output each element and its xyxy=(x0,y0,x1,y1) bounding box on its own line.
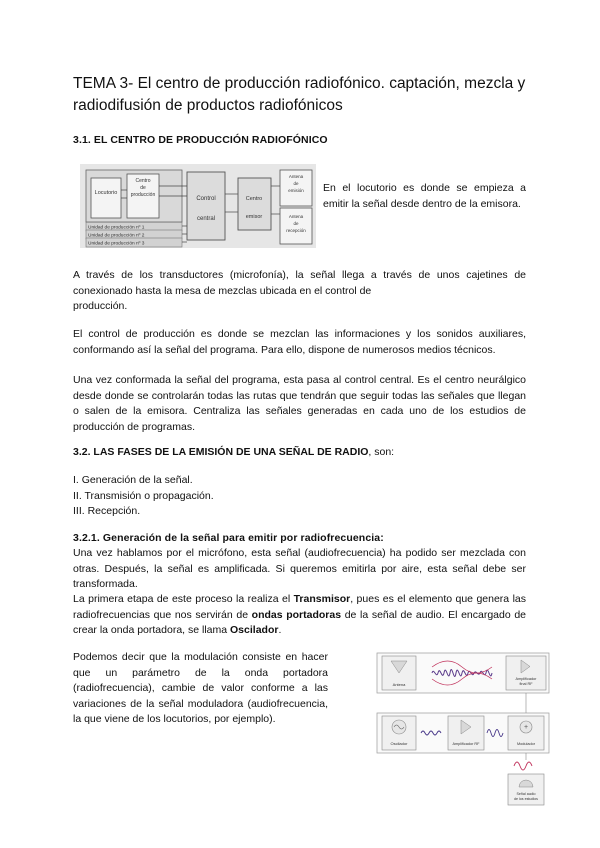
text-span: La primera etapa de este proceso la realiza el xyxy=(73,593,294,605)
svg-text:+: + xyxy=(523,724,529,731)
antena-recepcion-label-2: de xyxy=(293,221,299,226)
centro-emisor-label-1: Centro xyxy=(245,196,263,202)
amplificador-rf-label: Amplificador RF xyxy=(452,742,480,746)
term-ondas-portadoras: ondas portadoras xyxy=(251,608,342,621)
paragraph-transmisor xyxy=(73,592,526,639)
control-central-label-2: central xyxy=(196,216,216,222)
list-item: II. Transmisión o propagación. xyxy=(73,489,214,502)
section-heading-3-2-bold: 3.2. LAS FASES DE LA EMISIÓN DE UNA SEÑAL DE RADIO xyxy=(73,446,369,458)
text-span: de la señal de audio. El encargado de crear la onda portadora, se llama xyxy=(73,608,527,636)
locutorio-description: En el locutorio es donde se empieza a emitir la señal desde dentro de la emisora. xyxy=(323,182,526,210)
paragraph-control-produccion: El control de producción es donde se mezclan las informaciones y los sonidos auxiliares, conformando así la señal del programa. Para ello, dispone de numerosos medios técnicos. xyxy=(73,328,526,356)
term-oscilador: Oscilador xyxy=(230,624,279,636)
paragraph-transductores-end: producción. xyxy=(73,300,128,312)
antena-recepcion-label-3: recepción xyxy=(286,228,306,233)
senal-audio-label-1: Señal audio xyxy=(516,792,536,796)
modulation-diagram xyxy=(376,647,550,806)
antena-label: Antena xyxy=(392,682,406,687)
list-item: I. Generación de la señal. xyxy=(73,474,193,486)
control-central-label-1: Control xyxy=(196,196,216,202)
paragraph-audiofrecuencia: Una vez hablamos por el micrófono, esta señal (audiofrecuencia) ha podido ser mezclada con otras. Después, la señal es amplificada. Si queremos emitirla por aire, esta señal debe ser transformada. xyxy=(73,547,526,590)
paragraph-control-central: Una vez conformada la señal del programa, esta pasa al control central. Es el centro neurálgico desde donde se controlarán todas las rutas que tendrán que seguir todas las señales que llegan o salen de la emisora. Centraliza las señales generadas en cada uno de los estudios de producción de programas. xyxy=(73,374,526,433)
antena-emision-label-1: Antena xyxy=(288,174,304,179)
text-span: . xyxy=(278,624,282,636)
antena-recepcion-label-1: Antena xyxy=(288,214,304,219)
senal-audio-label-2: de los estudios xyxy=(514,797,538,801)
text-span: , pues es el elemento que genera las radiofrecuencias que nos servirán de xyxy=(73,593,526,621)
unidad-produccion-3-label: Unidad de producción nº 3 xyxy=(88,241,145,247)
section-heading-3-1: 3.1. EL CENTRO DE PRODUCCIÓN RADIOFÓNICO xyxy=(73,134,328,146)
modulador-label: Modulador xyxy=(517,742,535,746)
centro-produccion-label-3: producción xyxy=(130,192,156,198)
section-heading-3-2 xyxy=(73,446,394,458)
page-title: TEMA 3- El centro de producción radiofónico. captación, mezcla y radiodifusión de productos radiofónicos xyxy=(73,75,526,114)
centro-produccion-label-1: Centro xyxy=(135,178,151,184)
paragraph-transductores-text: A través de los transductores (microfonía), la señal llega a través de unos cajetines de conexionado hasta la mesa de mezclas ubicada en el control de xyxy=(73,269,526,297)
unidad-produccion-2-label: Unidad de producción nº 2 xyxy=(88,233,145,239)
term-transmisor: Transmisor xyxy=(293,593,351,605)
list-item: III. Recepción. xyxy=(73,505,141,517)
section-heading-3-2-1: 3.2.1. Generación de la señal para emitir por radiofrecuencia: xyxy=(73,532,384,544)
oscilador-label: Oscilador xyxy=(390,741,408,746)
locutorio-label: Locutorio xyxy=(94,190,118,196)
section-heading-3-2-suffix: , son: xyxy=(368,446,395,458)
antena-emision-label-2: de xyxy=(293,181,299,186)
paragraph-modulacion: Podemos decir que la modulación consiste en hacer que un parámetro de la onda portadora (radiofrecuencia), cambie de valor conforme a las variaciones de la señal moduladora (audiofrecuencia, la que viene de los locutorios, por ejemplo). xyxy=(73,651,328,725)
centro-produccion-label-2: de xyxy=(140,185,146,191)
paragraph-transductores xyxy=(73,268,526,315)
amplificador-final-label-2: final RF xyxy=(519,682,533,686)
centro-emisor-label-2: emisor xyxy=(245,214,263,220)
phases-list xyxy=(73,473,214,520)
antena-emision-label-3: emisión xyxy=(288,188,304,193)
production-center-diagram xyxy=(80,164,316,248)
unidad-produccion-1-label: Unidad de producción nº 1 xyxy=(88,225,145,231)
amplificador-final-label-1: Amplificador xyxy=(515,677,537,681)
